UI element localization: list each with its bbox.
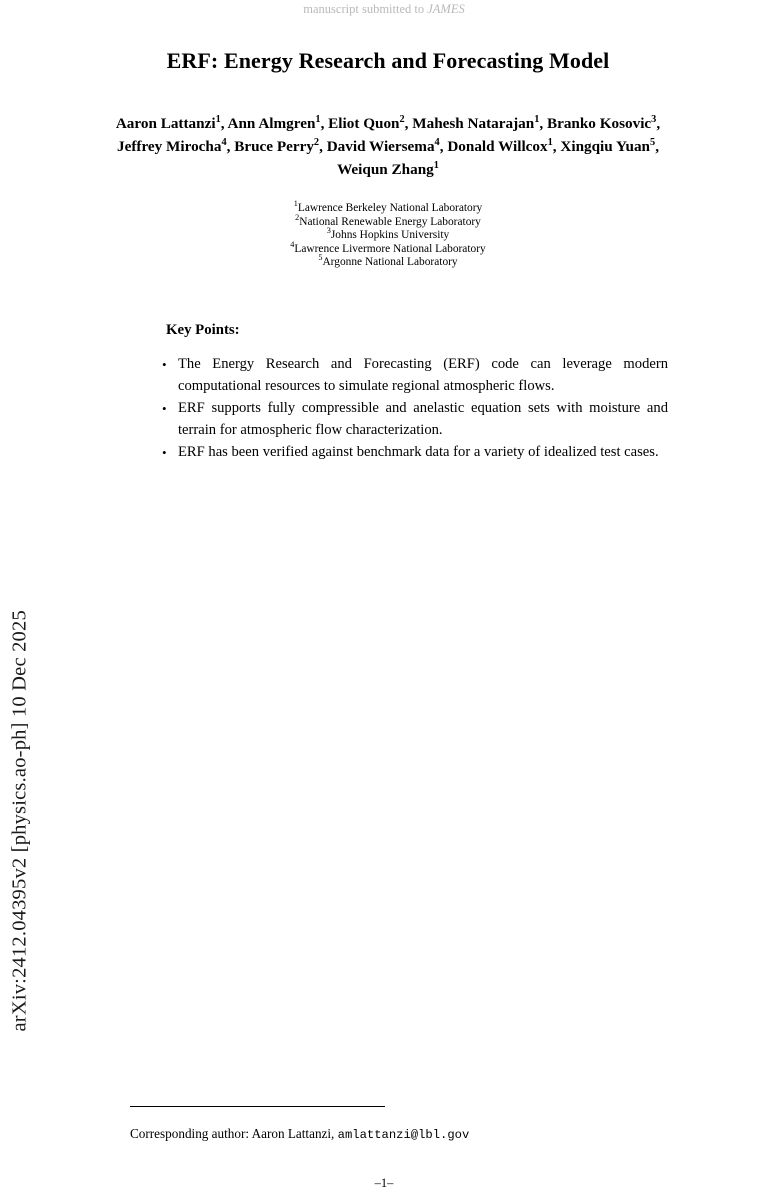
bullet-icon: • xyxy=(162,357,167,372)
bullet-icon: • xyxy=(162,445,167,460)
list-item xyxy=(156,354,668,397)
affiliation-item xyxy=(88,253,688,270)
author-name: Xingqiu Yuan xyxy=(560,138,651,155)
affiliation-item xyxy=(88,199,688,216)
author-name: Weiqun Zhang xyxy=(337,161,434,178)
key-point-text: ERF supports fully compressible and anelastic equation sets with moisture and terrain for atmospheric flow characterization. xyxy=(178,400,668,438)
journal-header-name: JAMES xyxy=(427,2,465,16)
affiliation-text: Argonne National Laboratory xyxy=(322,256,458,269)
author-affiliation-marker: 1 xyxy=(534,113,540,125)
author-name: Eliot Quon xyxy=(328,115,400,132)
affiliation-text: National Renewable Energy Laboratory xyxy=(299,215,481,228)
affiliation-marker: 4 xyxy=(290,239,295,249)
author-affiliation-marker: 2 xyxy=(399,113,405,125)
journal-header xyxy=(48,2,720,17)
author-affiliation-marker: 1 xyxy=(547,136,553,148)
affiliation-text: Lawrence Berkeley National Laboratory xyxy=(297,202,483,214)
author-name: David Wiersema xyxy=(326,138,435,155)
key-points-list xyxy=(156,354,668,465)
author-affiliation-marker: 1 xyxy=(215,113,221,125)
author-affiliation-marker: 1 xyxy=(315,113,321,125)
affiliation-marker: 1 xyxy=(293,199,298,209)
affiliation-marker: 2 xyxy=(295,212,300,222)
arxiv-stamp-text: arXiv:2412.04395v2 [physics.ao-ph] 10 Dec 2025 xyxy=(8,610,31,1032)
author-name: Donald Willcox xyxy=(447,138,548,155)
corresponding-author-label: Corresponding author: Aaron Lattanzi, xyxy=(130,1126,338,1141)
footnote-divider xyxy=(130,1106,385,1107)
affiliation-marker: 3 xyxy=(326,226,331,236)
page-number: –1– xyxy=(374,1176,394,1190)
author-affiliation-marker: 5 xyxy=(650,136,656,148)
author-name: Jeffrey Mirocha xyxy=(117,138,222,155)
author-affiliation-marker: 4 xyxy=(221,136,227,148)
author-name: Branko Kosovic xyxy=(546,115,652,132)
journal-header-prefix: manuscript submitted to xyxy=(303,2,428,16)
affiliation-text: Lawrence Livermore National Laboratory xyxy=(294,242,486,255)
paper-page xyxy=(48,0,768,1200)
key-point-text: The Energy Research and Forecasting (ERF) code can leverage modern computational resources to simulate regional atmospheric flows. xyxy=(178,356,668,394)
affiliation-list xyxy=(88,199,688,270)
author-name: Aaron Lattanzi xyxy=(115,115,216,132)
affiliation-text: Johns Hopkins University xyxy=(330,229,450,242)
affiliation-item xyxy=(88,239,688,257)
arxiv-stamp xyxy=(0,0,48,1200)
author-affiliation-marker: 4 xyxy=(434,136,440,148)
author-affiliation-marker: 3 xyxy=(651,113,657,125)
affiliation-marker: 5 xyxy=(318,253,323,263)
author-name: Ann Almgren xyxy=(227,115,316,132)
page-title: ERF: Energy Research and Forecasting Model xyxy=(166,48,610,73)
bullet-icon: • xyxy=(162,401,167,416)
author-name: Mahesh Natarajan xyxy=(412,115,535,132)
list-item xyxy=(156,398,668,441)
author-affiliation-marker: 1 xyxy=(433,159,439,171)
affiliation-item xyxy=(88,212,688,230)
list-item xyxy=(156,442,668,464)
author-name: Bruce Perry xyxy=(234,138,314,155)
author-list: Aaron Lattanzi$^1$, Ann Almgren$^1$, Eliot Quon$^2$, Mahesh Natarajan$^1$, Branko Kosovic$^3$, Jeffrey Mirocha$^4$, Bruce Perry$^2$, David Wiersema$^4$, Donald Willcox$^1$, Xingqiu Yuan$^5$, Weiqun Zhang$^1$ xyxy=(115,113,661,178)
key-point-text: ERF has been verified against benchmark data for a variety of idealized test cases. xyxy=(178,444,659,460)
author-affiliation-marker: 2 xyxy=(313,136,320,148)
affiliation-item xyxy=(88,226,688,243)
key-points-heading: Key Points: xyxy=(166,322,240,338)
corresponding-author xyxy=(130,1126,690,1142)
corresponding-author-email[interactable]: amlattanzi@lbl.gov xyxy=(337,1128,470,1142)
